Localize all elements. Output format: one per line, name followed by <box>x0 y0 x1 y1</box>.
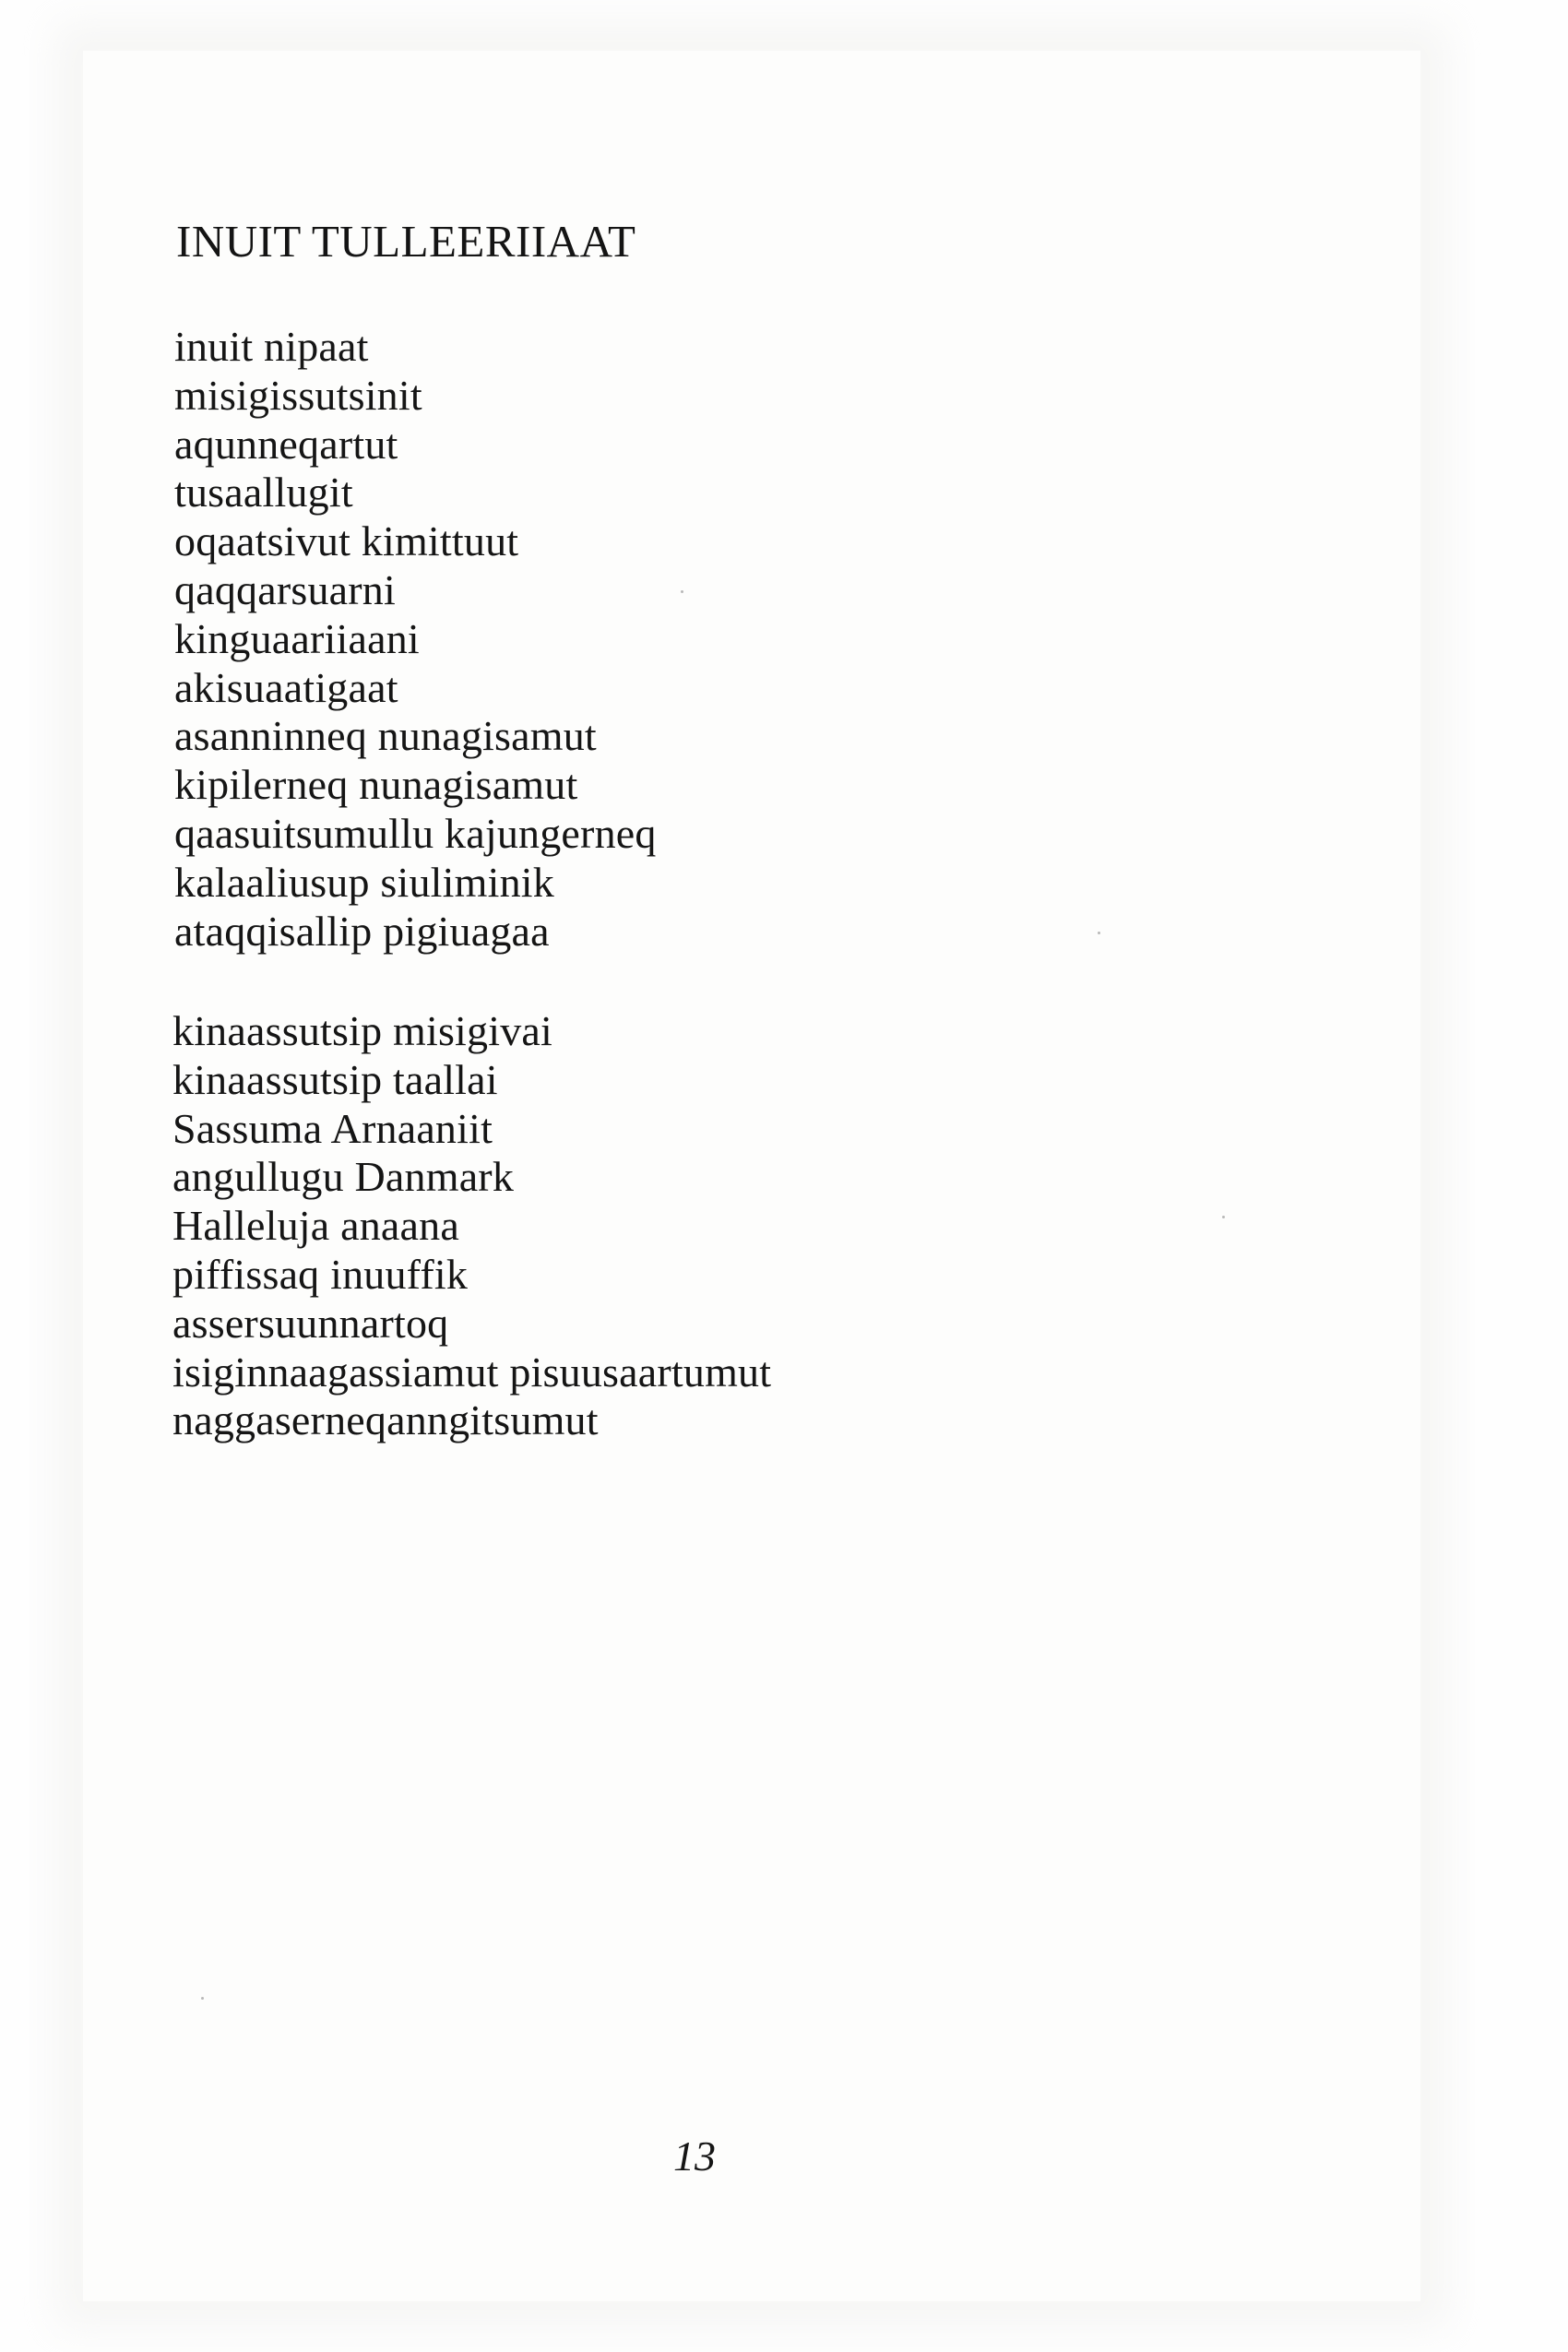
poem-line: assersuunnartoq <box>172 1299 449 1347</box>
paper-speck <box>1222 1216 1225 1218</box>
poem-line: Sassuma Arnaaniit <box>172 1104 493 1152</box>
stanza-2 <box>172 1007 771 1445</box>
poem-line: isiginnaagassiamut pisuusaartumut <box>172 1348 772 1396</box>
poem-line: inuit nipaat <box>174 323 369 370</box>
poem-line: kinaassutsip misigivai <box>172 1007 552 1054</box>
poem-line: piffissaq inuuffik <box>172 1250 469 1298</box>
poem-line: oqaatsivut kimittuut <box>174 517 519 565</box>
paper-speck <box>1098 932 1100 934</box>
poem-line: akisuaatigaat <box>174 663 398 711</box>
poem-line: angullugu Danmark <box>172 1153 515 1201</box>
poem-line: kalaaliusup siuliminik <box>174 858 554 906</box>
poem-line: ataqqisallip pigiuagaa <box>174 907 550 955</box>
paper-speck <box>201 1997 204 2000</box>
poem-line: aqunneqartut <box>174 420 398 468</box>
poem-line: Halleluja anaana <box>172 1202 459 1250</box>
paper-speck <box>681 590 683 593</box>
poem-line: tusaallugit <box>174 469 353 517</box>
stanza-1 <box>174 323 657 956</box>
page-number: 13 <box>673 2132 716 2180</box>
poem-line: qaasuitsumullu kajungerneq <box>174 809 657 857</box>
poem-title: INUIT TULLEERIIAAT <box>176 216 636 267</box>
poem-line: kinaassutsip taallai <box>172 1055 498 1103</box>
poem-line: kipilerneq nunagisamut <box>174 761 578 809</box>
poem-line: qaqqarsuarni <box>174 565 396 613</box>
poem-line: misigissutsinit <box>174 371 422 419</box>
poem-line: kinguaariiaani <box>174 614 420 662</box>
poem-line: naggaserneqanngitsumut <box>172 1396 599 1444</box>
poem-line: asanninneq nunagisamut <box>174 712 597 760</box>
